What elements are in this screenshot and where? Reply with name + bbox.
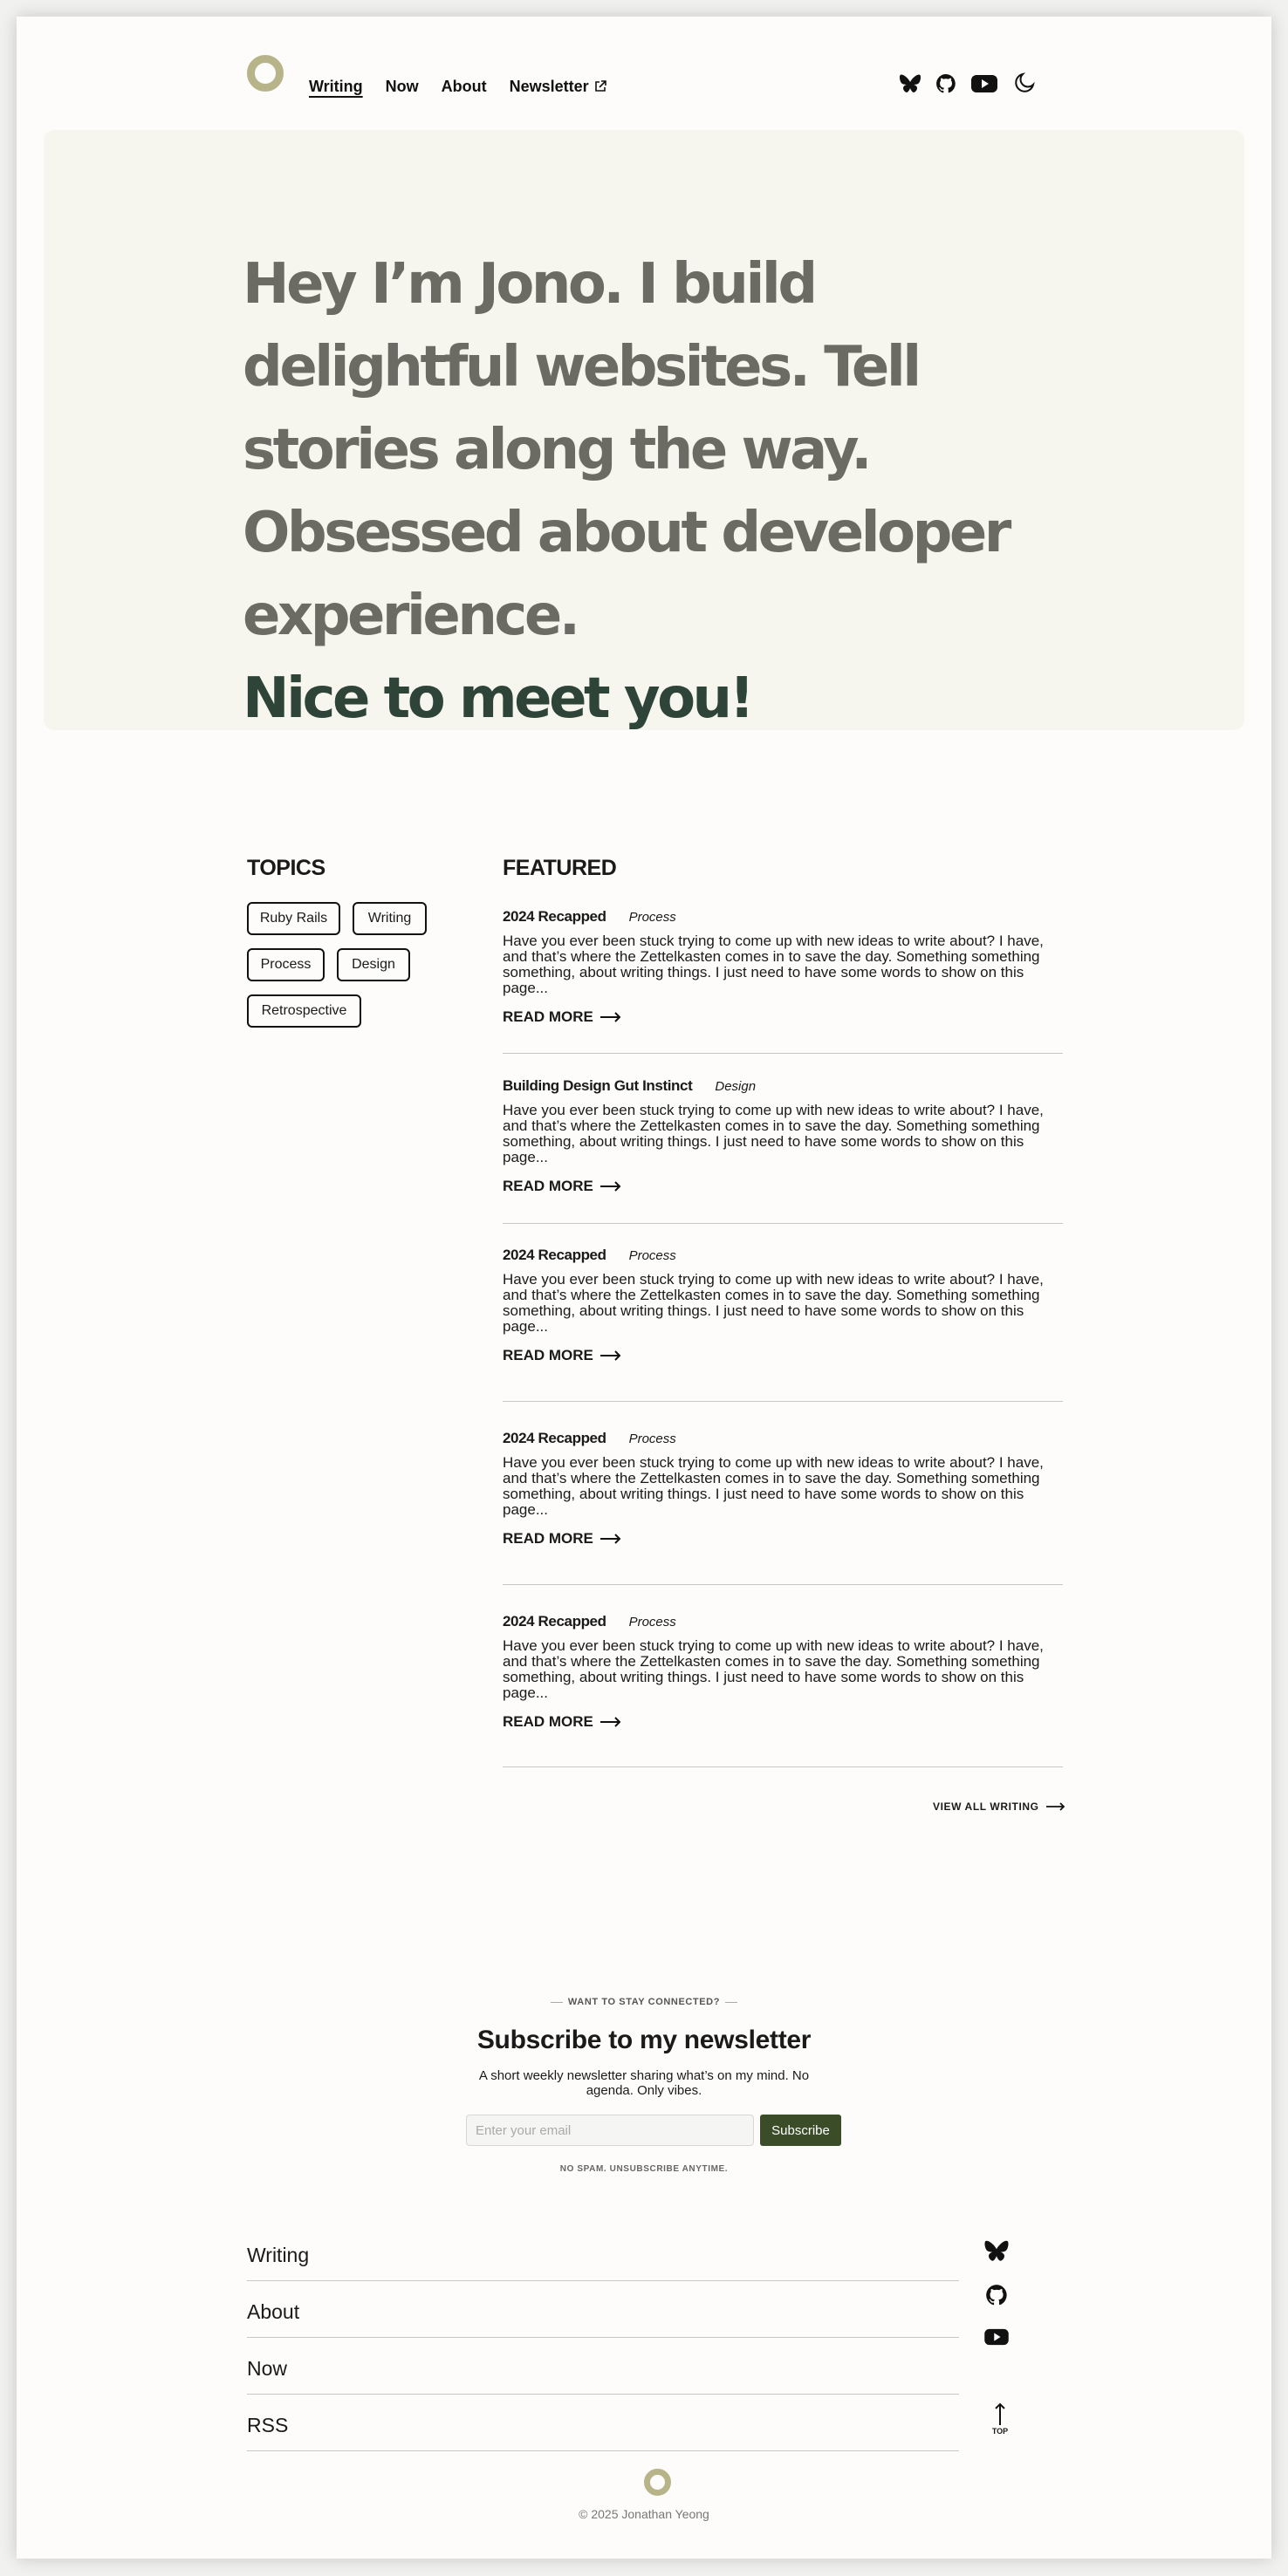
post-header xyxy=(503,1613,1063,1630)
newsletter-note: NO SPAM. UNSUBSCRIBE ANYTIME. xyxy=(559,2164,729,2174)
post-title[interactable]: 2024 Recapped xyxy=(503,1613,606,1630)
post-excerpt: Have you ever been stuck trying to come up with new ideas to write about? I have, and that’s where the Zettelkasten comes in to save the day. Something something something, about writing things. I just need to have some words to show on this page... xyxy=(503,1102,1044,1165)
newsletter-description: A short weekly newsletter sharing what’s on my mind. No agenda. Only vibes. xyxy=(478,2068,810,2098)
post-header xyxy=(503,1077,1063,1095)
post-header xyxy=(503,1247,1063,1264)
footer-link-writing[interactable]: Writing xyxy=(247,2224,959,2281)
page-frame xyxy=(17,17,1271,2559)
read-more-link[interactable] xyxy=(503,1008,621,1026)
arrow-right-icon xyxy=(1046,1802,1065,1811)
post-category: Process xyxy=(628,1615,676,1630)
bluesky-icon[interactable] xyxy=(983,2239,1010,2263)
read-more-link[interactable] xyxy=(503,1713,621,1731)
post-excerpt: Have you ever been stuck trying to come up with new ideas to write about? I have, and that’s where the Zettelkasten comes in to save the day. Something something something, about writing things. I just need to have some words to show on this page... xyxy=(503,933,1044,996)
read-more-link[interactable] xyxy=(503,1178,621,1195)
external-link-icon xyxy=(594,80,606,92)
post-header xyxy=(503,1430,1063,1447)
hero-intro: Hey I’m Jono. I build delightful websites. Tell stories along the way. Obsessed about developer experience. xyxy=(243,252,1009,648)
post-title[interactable]: 2024 Recapped xyxy=(503,1247,606,1263)
arrow-right-icon xyxy=(600,1350,621,1361)
read-more-link[interactable] xyxy=(503,1347,621,1364)
post-divider xyxy=(503,1584,1063,1585)
read-more-label: READ MORE xyxy=(503,1530,593,1547)
post-excerpt: Have you ever been stuck trying to come up with new ideas to write about? I have, and that’s where the Zettelkasten comes in to save the day. Something something something, about writing things. I just need to have some words to show on this page... xyxy=(503,1271,1044,1335)
read-more-label: READ MORE xyxy=(503,1347,593,1363)
post-card xyxy=(503,908,1063,1026)
github-icon[interactable] xyxy=(935,73,956,94)
arrow-right-icon xyxy=(600,1534,621,1544)
footer-social-links xyxy=(983,2239,1010,2347)
main-nav xyxy=(309,78,606,96)
footer-logo[interactable] xyxy=(644,2469,671,2496)
post-title[interactable]: Building Design Gut Instinct xyxy=(503,1077,693,1094)
youtube-icon[interactable] xyxy=(983,2327,1010,2347)
tag-design[interactable]: Design xyxy=(337,948,410,981)
post-header xyxy=(503,908,1063,926)
post-category: Process xyxy=(628,1431,676,1446)
topics-title: TOPICS xyxy=(247,856,325,880)
tag-process[interactable]: Process xyxy=(247,948,325,981)
post-excerpt: Have you ever been stuck trying to come up with new ideas to write about? I have, and that’s where the Zettelkasten comes in to save the day. Something something something, about writing things. I just need to have some words to show on this page... xyxy=(503,1637,1044,1701)
hero-section xyxy=(44,130,1244,730)
post-divider xyxy=(503,1766,1063,1767)
nav-now[interactable]: Now xyxy=(385,78,419,95)
arrow-up-icon xyxy=(994,2402,1006,2425)
subscribe-button[interactable]: Subscribe xyxy=(760,2115,841,2146)
nav-newsletter[interactable]: Newsletter xyxy=(509,78,589,95)
github-icon[interactable] xyxy=(985,2284,1008,2306)
featured-title: FEATURED xyxy=(503,856,617,880)
tag-retrospective[interactable]: Retrospective xyxy=(247,994,361,1028)
arrow-right-icon xyxy=(600,1012,621,1022)
copyright: © 2025 Jonathan Yeong xyxy=(579,2507,709,2521)
back-to-top-label: TOP xyxy=(991,2427,1009,2436)
site-logo[interactable] xyxy=(247,55,284,92)
post-divider xyxy=(503,1223,1063,1224)
post-card xyxy=(503,1247,1063,1364)
read-more-label: READ MORE xyxy=(503,1008,593,1025)
bluesky-icon[interactable] xyxy=(899,73,921,94)
tag-ruby-rails[interactable]: Ruby Rails xyxy=(247,902,340,935)
post-card xyxy=(503,1613,1063,1731)
nav-writing[interactable]: Writing xyxy=(309,78,363,95)
hero-greeting: Nice to meet you! xyxy=(243,666,752,731)
read-more-link[interactable] xyxy=(503,1530,621,1548)
post-title[interactable]: 2024 Recapped xyxy=(503,908,606,925)
email-input[interactable] xyxy=(466,2115,754,2146)
post-card xyxy=(503,1077,1063,1195)
read-more-label: READ MORE xyxy=(503,1178,593,1194)
arrow-right-icon xyxy=(600,1181,621,1192)
post-card xyxy=(503,1430,1063,1548)
hero-heading xyxy=(243,243,1098,741)
site-header xyxy=(17,17,1271,130)
post-excerpt: Have you ever been stuck trying to come up with new ideas to write about? I have, and that’s where the Zettelkasten comes in to save the day. Something something something, about writing things. I just need to have some words to show on this page... xyxy=(503,1454,1044,1518)
post-divider xyxy=(503,1053,1063,1054)
header-social-links xyxy=(899,72,1035,95)
read-more-label: READ MORE xyxy=(503,1713,593,1730)
post-divider xyxy=(503,1401,1063,1402)
nav-about[interactable]: About xyxy=(441,78,487,95)
post-category: Design xyxy=(715,1079,757,1094)
footer-links xyxy=(247,2224,959,2451)
tag-writing[interactable]: Writing xyxy=(353,902,427,935)
post-category: Process xyxy=(628,910,676,925)
moon-icon[interactable] xyxy=(1012,72,1035,95)
back-to-top-button[interactable] xyxy=(987,2402,1013,2436)
footer-link-rss[interactable]: RSS xyxy=(247,2395,959,2451)
newsletter-eyebrow: WANT TO STAY CONNECTED? xyxy=(17,1997,1271,2007)
view-all-label: VIEW ALL WRITING xyxy=(933,1800,1039,1813)
view-all-writing-link[interactable] xyxy=(933,1800,1065,1813)
footer-link-now[interactable]: Now xyxy=(247,2338,959,2395)
youtube-icon[interactable] xyxy=(970,73,998,94)
footer-link-about[interactable]: About xyxy=(247,2281,959,2338)
arrow-right-icon xyxy=(600,1717,621,1727)
post-title[interactable]: 2024 Recapped xyxy=(503,1430,606,1446)
nav-newsletter-wrap xyxy=(510,78,606,96)
newsletter-title: Subscribe to my newsletter xyxy=(476,2026,812,2054)
post-category: Process xyxy=(628,1248,676,1263)
